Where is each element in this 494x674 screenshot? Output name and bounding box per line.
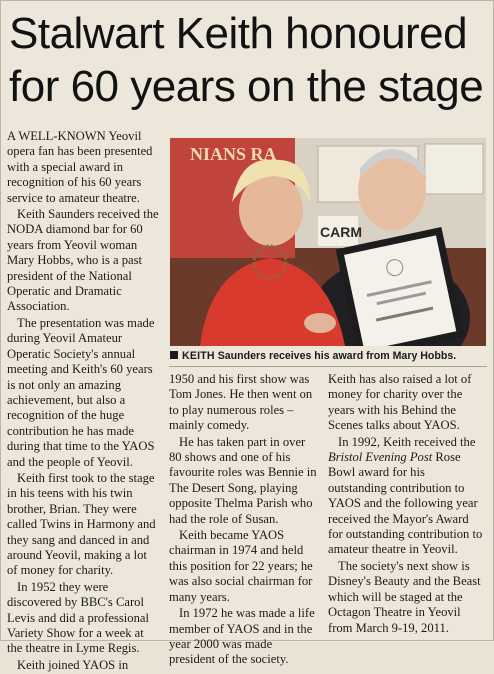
paragraph: He has taken part in over 80 shows and one of his favourite roles was Bennie in The Desert Song, playing opposite Thelma Parish who had the role of Susan. (169, 434, 317, 526)
paragraph: Keith first took to the stage in his teens with his twin brother, Brian. They were called Twins in Harmony and they sang and danced in and around Yeovil, making a lot of money for charity. (7, 470, 156, 578)
paragraph: 1950 and his first show was Tom Jones. He then went on to play numerous roles – mainly comedy. (169, 372, 313, 433)
caption-divider (169, 366, 487, 367)
caption-name: KEITH (182, 350, 215, 362)
headline: Stalwart Keith honoured for 60 years on the stage (9, 9, 484, 111)
poster-left-text: NIANS RA (190, 144, 277, 164)
article-column-3 (328, 372, 486, 637)
article-column-2 (169, 372, 317, 669)
poster-right-text: CARM (320, 224, 362, 240)
paragraph: Keith became YAOS chairman in 1974 and held this position for 22 years; he was also social chairman for many years. (169, 528, 313, 604)
article-column-1 (7, 129, 159, 674)
paragraph (328, 435, 486, 558)
photo-caption (170, 350, 488, 362)
award-photo (170, 138, 486, 346)
paragraph-text: In 1992, Keith received the (338, 434, 476, 449)
paragraph (7, 129, 159, 206)
paragraph: Keith Saunders received the NODA diamond bar for 60 years from Yeovil woman Mary Hobbs, who is a past president of the National Operatic and Dramatic Association. (7, 207, 159, 314)
photo-illustration (170, 138, 486, 346)
paragraph: Keith has also raised a lot of money for charity over the years with his Behind the Scenes talks about YAOS. (328, 372, 472, 433)
lead-in: A WELL-KNOWN (7, 129, 106, 143)
newspaper-name: Bristol Evening Post (328, 450, 433, 465)
paragraph: The society's next show is Disney's Beauty and the Beast which will be staged at the Octagon Theatre in Yeovil from March 9-19, 2011. (328, 558, 481, 635)
paragraph: In 1952 they were discovered by BBC's Carol Levis and did a professional Variety Show for a week at the theatre in Lyme Regis. (7, 579, 149, 656)
paragraph: In 1972 he was made a life member of YAOS and in the year 2000 was made president of the society. (169, 606, 315, 667)
paragraph: The presentation was made during Yeovil Amateur Operatic Society's annual meeting and Keith's 60 years is not only an amazing achievement, but also a recognition of the huge contribution he has made during that time to the YAOS and the people of Yeovil. (7, 315, 155, 469)
caption-text: Saunders receives his award from Mary Hobbs. (214, 350, 457, 362)
paragraph-text: Rose Bowl award for his outstanding contribution to YAOS and the following year received the Mayor's Award for outstanding contribution to amateur theatre in Yeovil. (328, 450, 483, 557)
paragraph-text: Yeovil opera fan has been presented with a special award in recognition of his 60 years service to amateur theatre. (7, 129, 153, 205)
paragraph: Keith joined YAOS in (17, 657, 129, 672)
caption-bullet (170, 351, 178, 359)
